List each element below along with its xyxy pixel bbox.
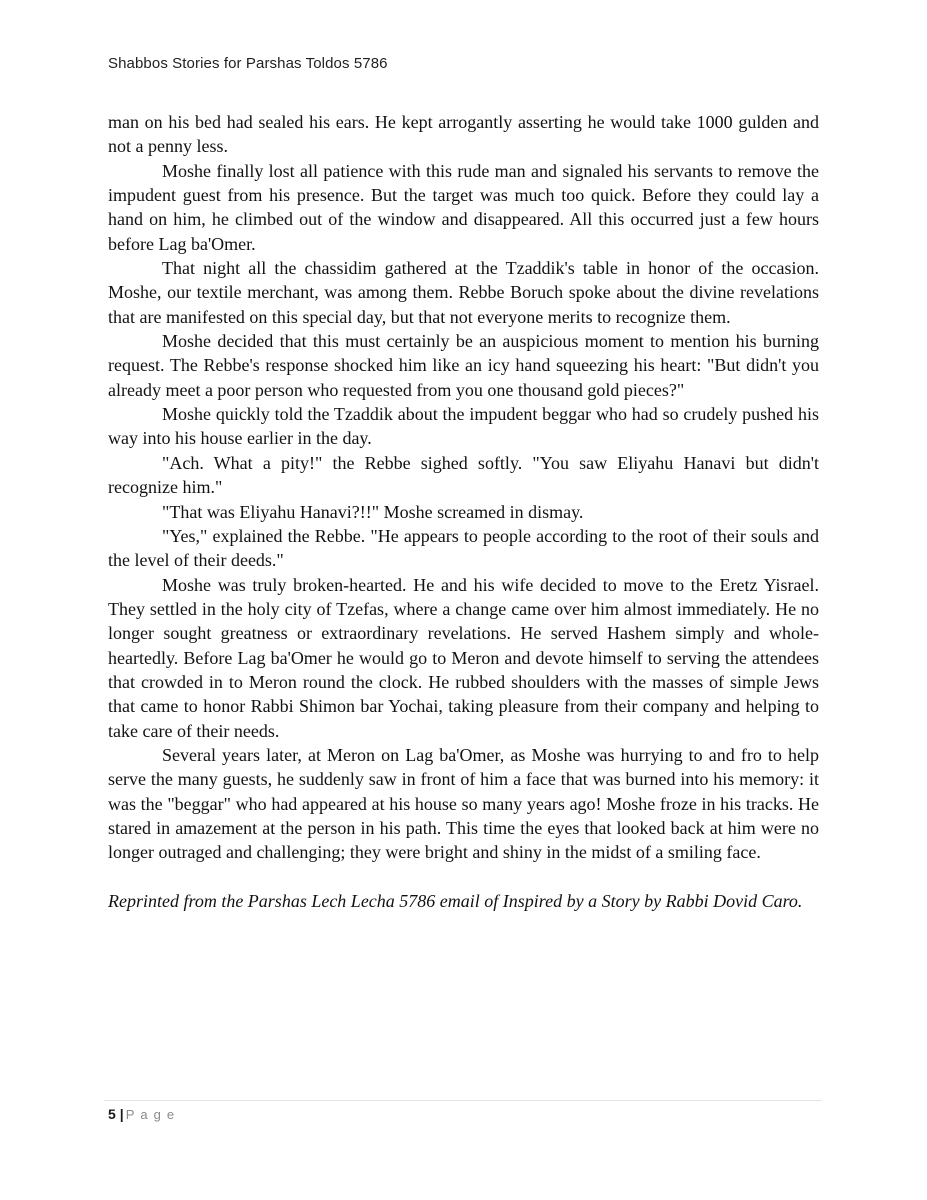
story-paragraph: That night all the chassidim gathered at the Tzaddik's table in honor of the occasion. Moshe, our textile merchant, was among them. Rebbe Boruch spoke about the divine revelations that are manifested on this special day, but that not everyone merits to recognize them. bbox=[108, 258, 819, 327]
page-number: 5 bbox=[108, 1106, 116, 1122]
story-paragraph: "Yes," explained the Rebbe. "He appears to people according to the root of their souls and the level of their deeds." bbox=[108, 525, 819, 571]
story-paragraph: Moshe was truly broken-hearted. He and his wife decided to move to the Eretz Yisrael. They settled in the holy city of Tzefas, where a change came over him almost immediately. He no longer sought greatness or extraordinary revelations. He served Hashem simply and whole-heartedly. Before Lag ba'Omer he would go to Meron and devote himself to serving the attendees that crowded in to Meron round the clock. He rubbed shoulders with the masses of simple Jews that came to honor Rabbi Shimon bar Yochai, taking pleasure from their company and helping to take care of their needs. bbox=[108, 574, 819, 741]
page-footer bbox=[108, 1106, 180, 1122]
story-paragraph: Moshe finally lost all patience with this rude man and signaled his servants to remove the impudent guest from his presence. But the target was much too quick. Before they could lay a hand on him, he climbed out of the window and disappeared. All this occurred just a few hours before Lag ba'Omer. bbox=[108, 160, 819, 254]
story-paragraph: Moshe quickly told the Tzaddik about the impudent beggar who had so crudely pushed his way into his house earlier in the day. bbox=[108, 404, 819, 449]
footer-separator: | bbox=[119, 1106, 124, 1122]
story-paragraph: Moshe decided that this must certainly be an auspicious moment to mention his burning request. The Rebbe's response shocked him like an icy hand squeezing his heart: "But didn't you already meet a poor person who requested from you one thousand gold pieces?" bbox=[108, 331, 819, 400]
reprint-attribution: Reprinted from the Parshas Lech Lecha 5786 email of Inspired by a Story by Rabbi Dovid Caro. bbox=[108, 890, 803, 911]
story-paragraph: "Ach. What a pity!" the Rebbe sighed softly. "You saw Eliyahu Hanavi but didn't recognize him." bbox=[108, 452, 819, 498]
footer-divider bbox=[104, 1100, 822, 1101]
story-paragraph: Several years later, at Meron on Lag ba'Omer, as Moshe was hurrying to and fro to help serve the many guests, he suddenly saw in front of him a face that was burned into his memory: it was the "beggar" who had appeared at his house so many years ago! Moshe froze in his tracks. He stared in amazement at the person in his path. This time the eyes that looked back at him were no longer outraged and challenging; they were bright and shiny in the midst of a smiling face. bbox=[108, 744, 819, 863]
page-header-title: Shabbos Stories for Parshas Toldos 5786 bbox=[108, 55, 388, 72]
story-paragraph: man on his bed had sealed his ears. He kept arrogantly asserting he would take 1000 gulden and not a penny less. bbox=[108, 112, 819, 157]
story-body bbox=[108, 110, 819, 913]
page-label: Page bbox=[125, 1107, 181, 1122]
story-paragraph: "That was Eliyahu Hanavi?!!" Moshe screamed in dismay. bbox=[162, 501, 584, 522]
